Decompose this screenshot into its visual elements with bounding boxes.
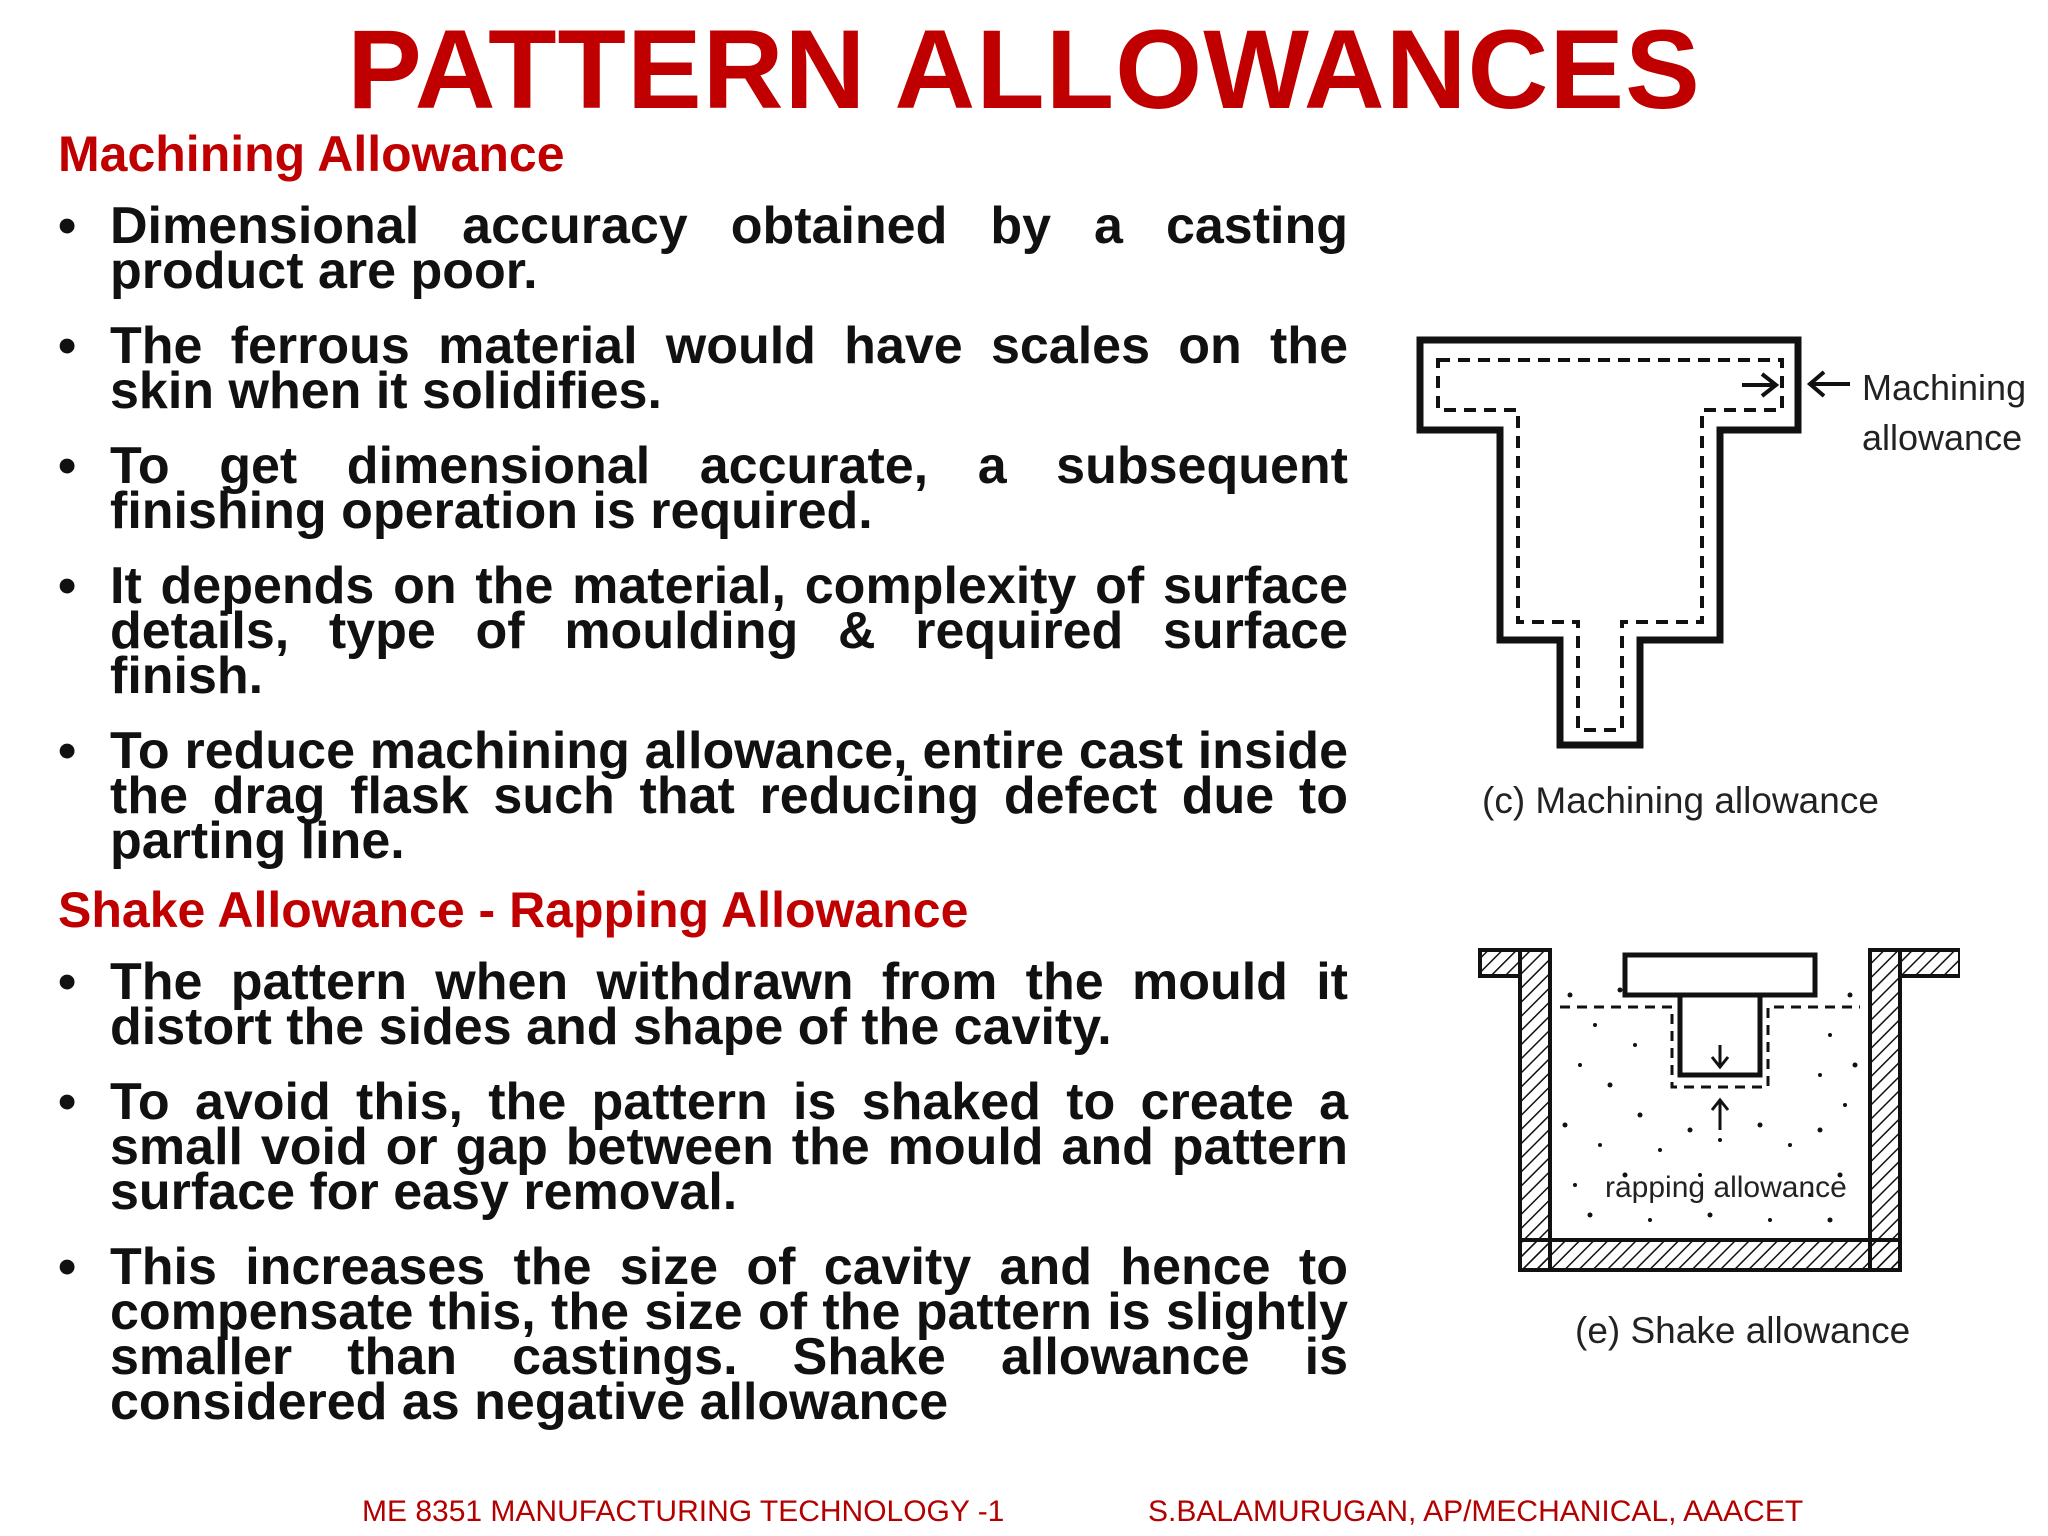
pattern-shape — [1560, 955, 1860, 1087]
bullet-list — [58, 953, 1348, 1431]
bullet-item: • To avoid this, the pattern is shaked to create a small void or gap between the mould and pattern surface for easy removal. — [58, 1080, 1348, 1215]
bullet-item: • It depends on the material, complexity of surface details, type of moulding & required surface finish. — [58, 564, 1348, 699]
bullet-item: • The pattern when withdrawn from the mould it distort the sides and shape of the cavity. — [58, 960, 1348, 1050]
section-machining-allowance — [58, 126, 1348, 870]
footer-course: ME 8351 MANUFACTURING TECHNOLOGY -1 — [362, 1495, 1005, 1528]
footer-author: S.BALAMURUGAN, AP/MECHANICAL, AAACET — [1148, 1495, 1804, 1528]
arrow-icon — [1742, 374, 1776, 396]
casting-outline-dashed — [1438, 360, 1782, 730]
machining-label-line2: allowance — [1862, 417, 2023, 458]
bullet-list — [58, 197, 1348, 870]
section-shake-allowance — [58, 882, 1348, 1431]
rapping-allowance-label: rapping allowance — [1605, 1171, 1847, 1204]
shake-figure-caption: (e) Shake allowance — [1575, 1310, 1911, 1351]
machining-label-line1: Machining — [1862, 367, 2027, 408]
machining-figure-caption: (c) Machining allowance — [1482, 780, 1879, 821]
bullet-item: • The ferrous material would have scales on the skin when it solidifies. — [58, 324, 1348, 414]
section-heading: Machining Allowance — [58, 126, 565, 182]
section-heading: Shake Allowance - Rapping Allowance — [58, 882, 969, 938]
machining-allowance-figure — [1390, 320, 2030, 780]
bullet-item: • This increases the size of cavity and hence to compensate this, the size of the pattern is slightly smaller than castings. Shake allowance is considered as negative allowance — [58, 1245, 1348, 1425]
arrow-left-icon — [1810, 372, 1850, 396]
page-title: PATTERN ALLOWANCES — [347, 7, 1701, 132]
content-column — [58, 126, 1348, 1431]
up-arrow-icon — [1712, 1100, 1728, 1130]
bullet-item: • Dimensional accuracy obtained by a casting product are poor. — [58, 204, 1348, 294]
bullet-item: • To get dimensional accurate, a subsequent finishing operation is required. — [58, 444, 1348, 534]
bullet-item: • To reduce machining allowance, entire cast inside the drag flask such that reducing defect due to parting line. — [58, 729, 1348, 864]
pattern-outline — [1420, 340, 1798, 745]
shake-allowance-figure — [1460, 935, 1960, 1295]
